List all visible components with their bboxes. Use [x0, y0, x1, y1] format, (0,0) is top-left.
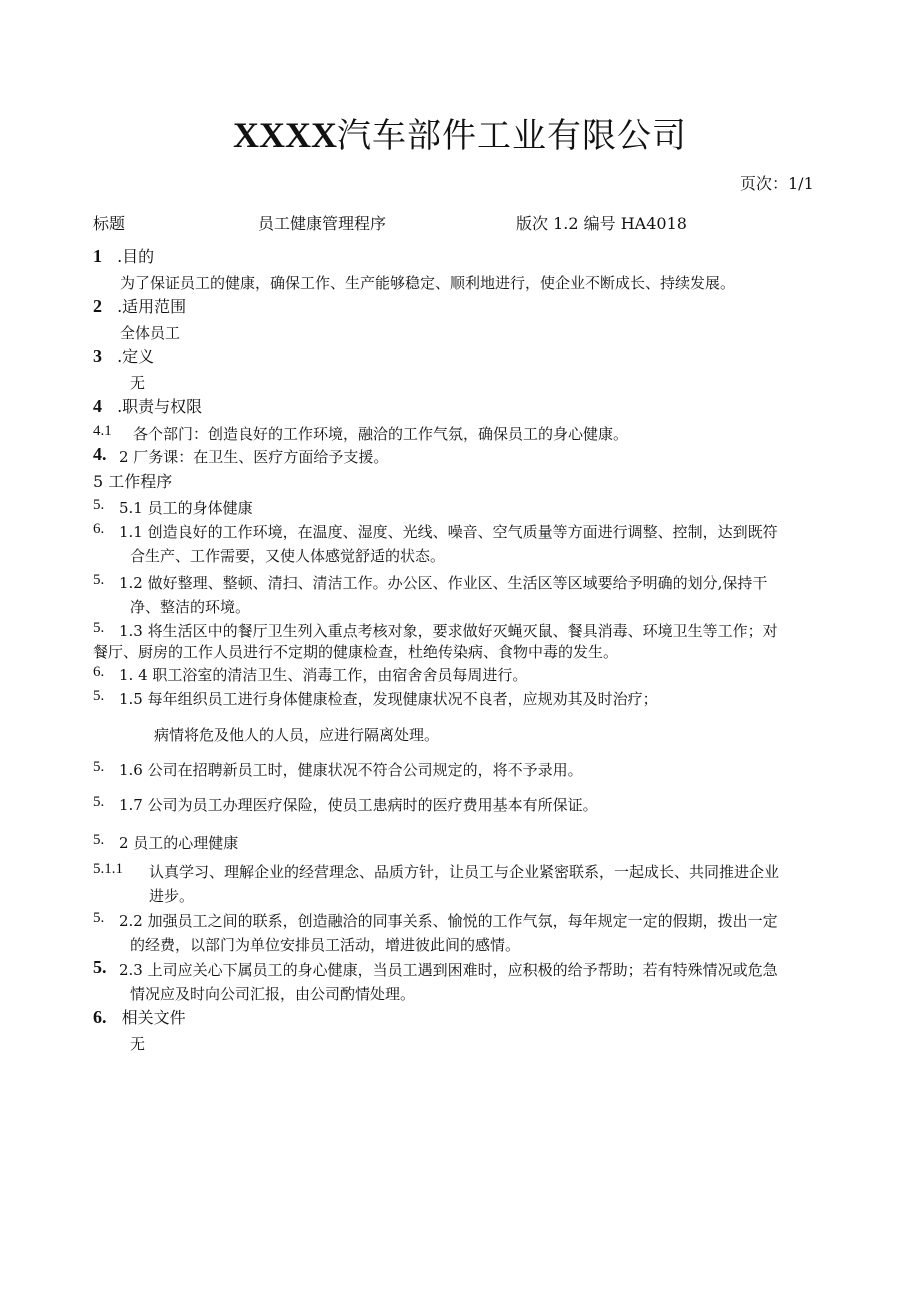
item-line-2: 的经费，以部门为单位安排员工活动，增进彼此间的感情。	[130, 936, 521, 954]
section-4-heading	[93, 394, 202, 417]
item-number: 5.	[93, 759, 105, 775]
item-number: 4.1	[93, 423, 112, 439]
item-5-1-1-psych	[93, 861, 883, 905]
item-number: 5.	[93, 957, 107, 977]
section-title: .目的	[117, 247, 155, 266]
doc-title: 员工健康管理程序	[258, 214, 387, 233]
section-3-heading	[93, 344, 154, 367]
section-number: 4	[93, 396, 102, 416]
section-5-heading: 5 工作程序	[93, 472, 173, 491]
item-number: 5.	[93, 832, 105, 848]
item-line-2: 净、整洁的环境。	[130, 598, 251, 616]
item-line-1: 2.3 上司应关心下属员工的身心健康，当员工遇到困难时，应积极的给予帮助；若有特殊情况或危急	[119, 961, 778, 979]
section-title: 相关文件	[121, 1008, 186, 1027]
item-4-1	[93, 423, 873, 443]
item-5-1-5	[93, 688, 873, 708]
section-title: .定义	[117, 347, 155, 366]
item-line-2: 进步。	[149, 887, 195, 905]
item-5-1-6	[93, 759, 873, 779]
item-5-2-2	[93, 910, 873, 954]
item-number: 5.1.1	[93, 861, 123, 877]
version-info: 版次 1.2 编号 HA4018	[516, 214, 687, 233]
item-number: 5.	[93, 572, 105, 588]
item-5-2-3	[93, 959, 873, 1003]
item-4-2	[93, 446, 873, 468]
section-6-heading	[93, 1005, 186, 1028]
item-text: 1. 4 职工浴室的清洁卫生、消毒工作，由宿舍舍员每周进行。	[119, 666, 528, 684]
item-text: 5.1 员工的身体健康	[119, 499, 253, 517]
item-text: 1.6 公司在招聘新员工时，健康状况不符合公司规定的，将不予录用。	[119, 761, 583, 779]
page-info: 页次：1/1	[740, 174, 814, 193]
section-2-heading	[93, 294, 186, 317]
section-number: 2	[93, 296, 102, 316]
item-text: 1.7 公司为员工办理医疗保险，使员工患病时的医疗费用基本有所保证。	[119, 796, 598, 814]
item-number: 6.	[93, 521, 105, 537]
item-number: 5.	[93, 794, 105, 810]
item-5-2	[93, 832, 873, 852]
company-title	[0, 108, 920, 157]
item-line-2: 合生产、工作需要，又使人体感觉舒适的状态。	[130, 547, 446, 565]
section-1-body: 为了保证员工的健康，确保工作、生产能够稳定、顺利地进行，使企业不断成长、持续发展。	[120, 274, 736, 292]
item-5-1-5-continuation: 病情将危及他人的人员，应进行隔离处理。	[154, 726, 440, 744]
section-1-heading	[93, 244, 154, 267]
item-number: 5.	[93, 620, 105, 636]
item-5-1-1	[93, 521, 873, 565]
item-line-2: 餐厅、厨房的工作人员进行不定期的健康检查，杜绝传染病、食物中毒的发生。	[93, 643, 619, 661]
company-title-cjk: 汽车部件工业有限公司	[337, 116, 687, 156]
item-text: 1.5 每年组织员工进行身体健康检查，发现健康状况不良者，应规劝其及时治疗；	[119, 690, 658, 708]
item-number: 6.	[93, 664, 105, 680]
item-text: 2 员工的心理健康	[119, 834, 239, 852]
title-label: 标题	[93, 214, 126, 233]
item-5-1	[93, 497, 873, 517]
item-5-1-4	[93, 664, 873, 684]
section-6-body: 无	[130, 1035, 146, 1053]
section-number: 3	[93, 346, 102, 366]
item-5-1-2	[93, 572, 873, 616]
item-5-1-7	[93, 794, 873, 814]
item-number: 5.	[93, 688, 105, 704]
item-line-2: 情况应及时向公司汇报，由公司酌情处理。	[130, 985, 416, 1003]
section-3-body: 无	[130, 374, 146, 392]
item-line-1: 认真学习、理解企业的经营理念、品质方针，让员工与企业紧密联系，一起成长、共同推进企业	[149, 863, 780, 881]
company-title-latin: XXXX	[233, 115, 337, 155]
item-number: 4.	[93, 444, 107, 464]
section-number: 6.	[93, 1007, 107, 1027]
item-text: 2 厂务课：在卫生、医疗方面给予支援。	[119, 448, 389, 466]
section-2-body: 全体员工	[120, 324, 181, 342]
item-line-1: 1.3 将生活区中的餐厅卫生列入重点考核对象，要求做好灭蝇灭鼠、餐具消毒、环境卫生等工作；对	[119, 622, 778, 640]
item-line-1: 1.1 创造良好的工作环境，在温度、湿度、光线、噪音、空气质量等方面进行调整、控制，达到既符	[119, 523, 778, 541]
item-number: 5.	[93, 910, 105, 926]
item-number: 5.	[93, 497, 105, 513]
section-title: .适用范围	[117, 297, 187, 316]
item-line-1: 1.2 做好整理、整顿、清扫、清洁工作。办公区、作业区、生活区等区域要给予明确的划分,保持干	[119, 574, 768, 592]
item-line-1: 2.2 加强员工之间的联系，创造融洽的同事关系、愉悦的工作气氛，每年规定一定的假期，拨出一定	[119, 912, 778, 930]
section-title: .职责与权限	[117, 397, 203, 416]
section-number: 1	[93, 246, 102, 266]
item-text: 各个部门：创造良好的工作环境，融洽的工作气氛，确保员工的身心健康。	[133, 425, 629, 443]
item-5-1-3	[93, 620, 873, 664]
